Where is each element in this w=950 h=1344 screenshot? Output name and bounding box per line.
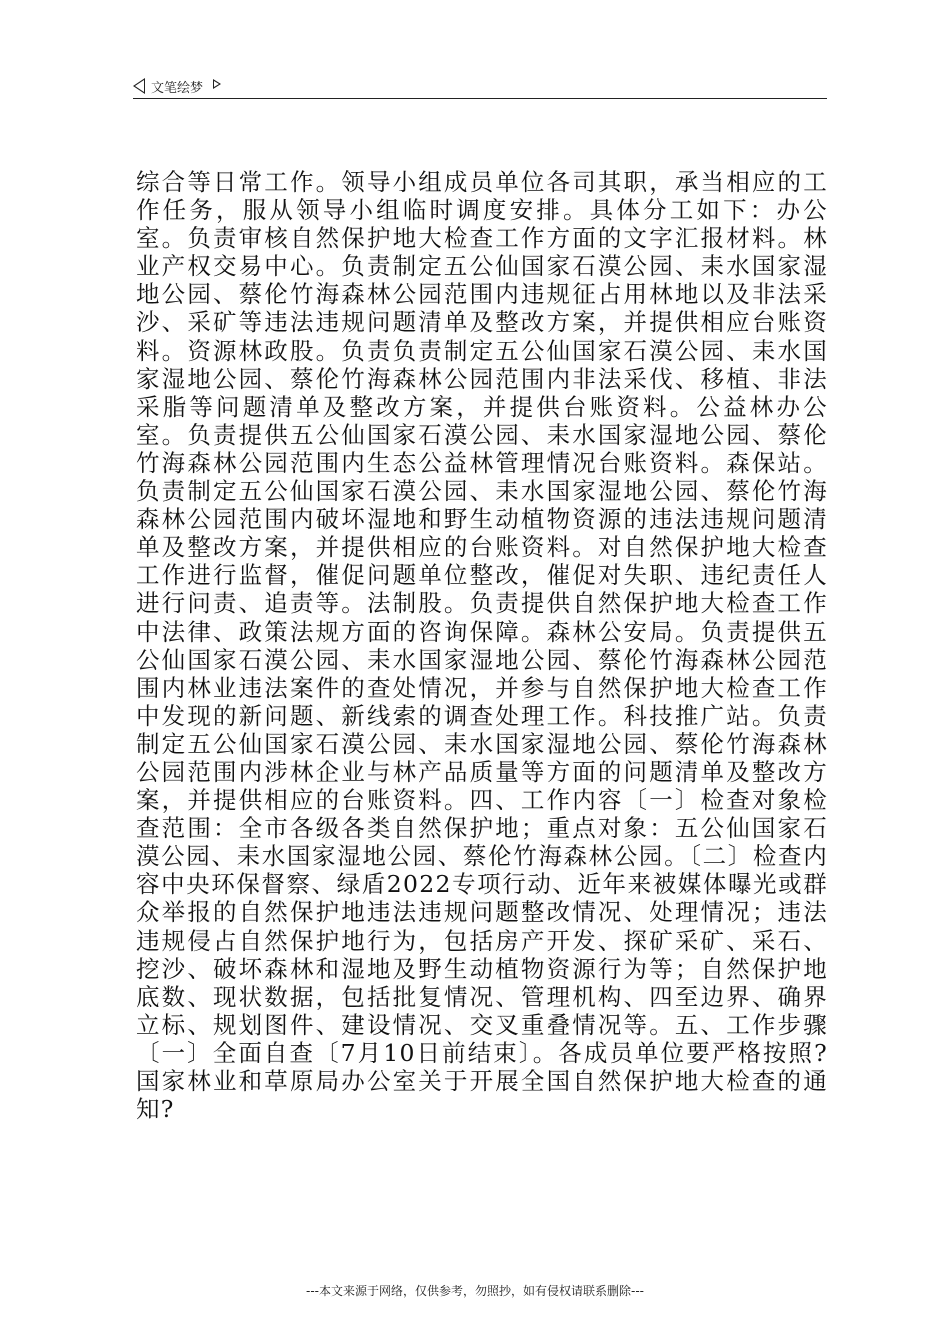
triangle-right-outline-icon bbox=[213, 79, 221, 89]
footer-disclaimer: ---本文来源于网络，仅供参考，勿照抄，如有侵权请联系删除--- bbox=[306, 1284, 644, 1298]
triangle-left-outline-icon bbox=[133, 78, 145, 94]
body-paragraph: 综合等日常工作。领导小组成员单位各司其职，承当相应的工作任务，服从领导小组临时调度安排。具体分工如下：办公室。负责审核自然保护地大检查工作方面的文字汇报材料。林业产权交易中心。负责制定五公仙国家石漠公园、耒水国家湿地公园、蔡伦竹海森林公园范围内违规征占用林地以及非法采沙、采矿等违法违规问题清单及整改方案，并提供相应台账资料。资源林政股。负责负责制定五公仙国家石漠公园、耒水国家湿地公园、蔡伦竹海森林公园范围内非法采伐、移植、非法采脂等问题清单及整改方案，并提供台账资料。公益林办公室。负责提供五公仙国家石漠公园、耒水国家湿地公园、蔡伦竹海森林公园范围内生态公益林管理情况台账资料。森保站。负责制定五公仙国家石漠公园、耒水国家湿地公园、蔡伦竹海森林公园范围内破坏湿地和野生动植物资源的违法违规问题清单及整改方案，并提供相应的台账资料。对自然保护地大检查工作进行监督，催促问题单位整改，催促对失职、违纪责任人进行问责、追责等。法制股。负责提供自然保护地大检查工作中法律、政策法规方面的咨询保障。森林公安局。负责提供五公仙国家石漠公园、耒水国家湿地公园、蔡伦竹海森林公园范围内林业违法案件的查处情况，并参与自然保护地大检查工作中发现的新问题、新线索的调查处理工作。科技推广站。负责制定五公仙国家石漠公园、耒水国家湿地公园、蔡伦竹海森林公园范围内涉林企业与林产品质量等方面的问题清单及整改方案，并提供相应的台账资料。四、工作内容〔一〕检查对象检查范围：全市各级各类自然保护地；重点对象：五公仙国家石漠公园、耒水国家湿地公园、蔡伦竹海森林公园。〔二〕检查内容中央环保督察、绿盾2022专项行动、近年来被媒体曝光或群众举报的自然保护地违法违规问题整改情况、处理情况；违法违规侵占自然保护地行为，包括房产开发、探矿采矿、采石、挖沙、破坏森林和湿地及野生动植物资源行为等；自然保护地底数、现状数据，包括批复情况、管理机构、四至边界、确界立标、规划图件、建设情况、交叉重叠情况等。五、工作步骤〔一〕全面自查〔7月10日前结束〕。各成员单位要严格按照?国家林业和草原局办公室关于开展全国自然保护地大检查的通知? bbox=[136, 168, 828, 1124]
page-header bbox=[133, 74, 827, 98]
header-title: 文笔绘梦 bbox=[151, 80, 204, 96]
header-divider bbox=[133, 98, 827, 99]
